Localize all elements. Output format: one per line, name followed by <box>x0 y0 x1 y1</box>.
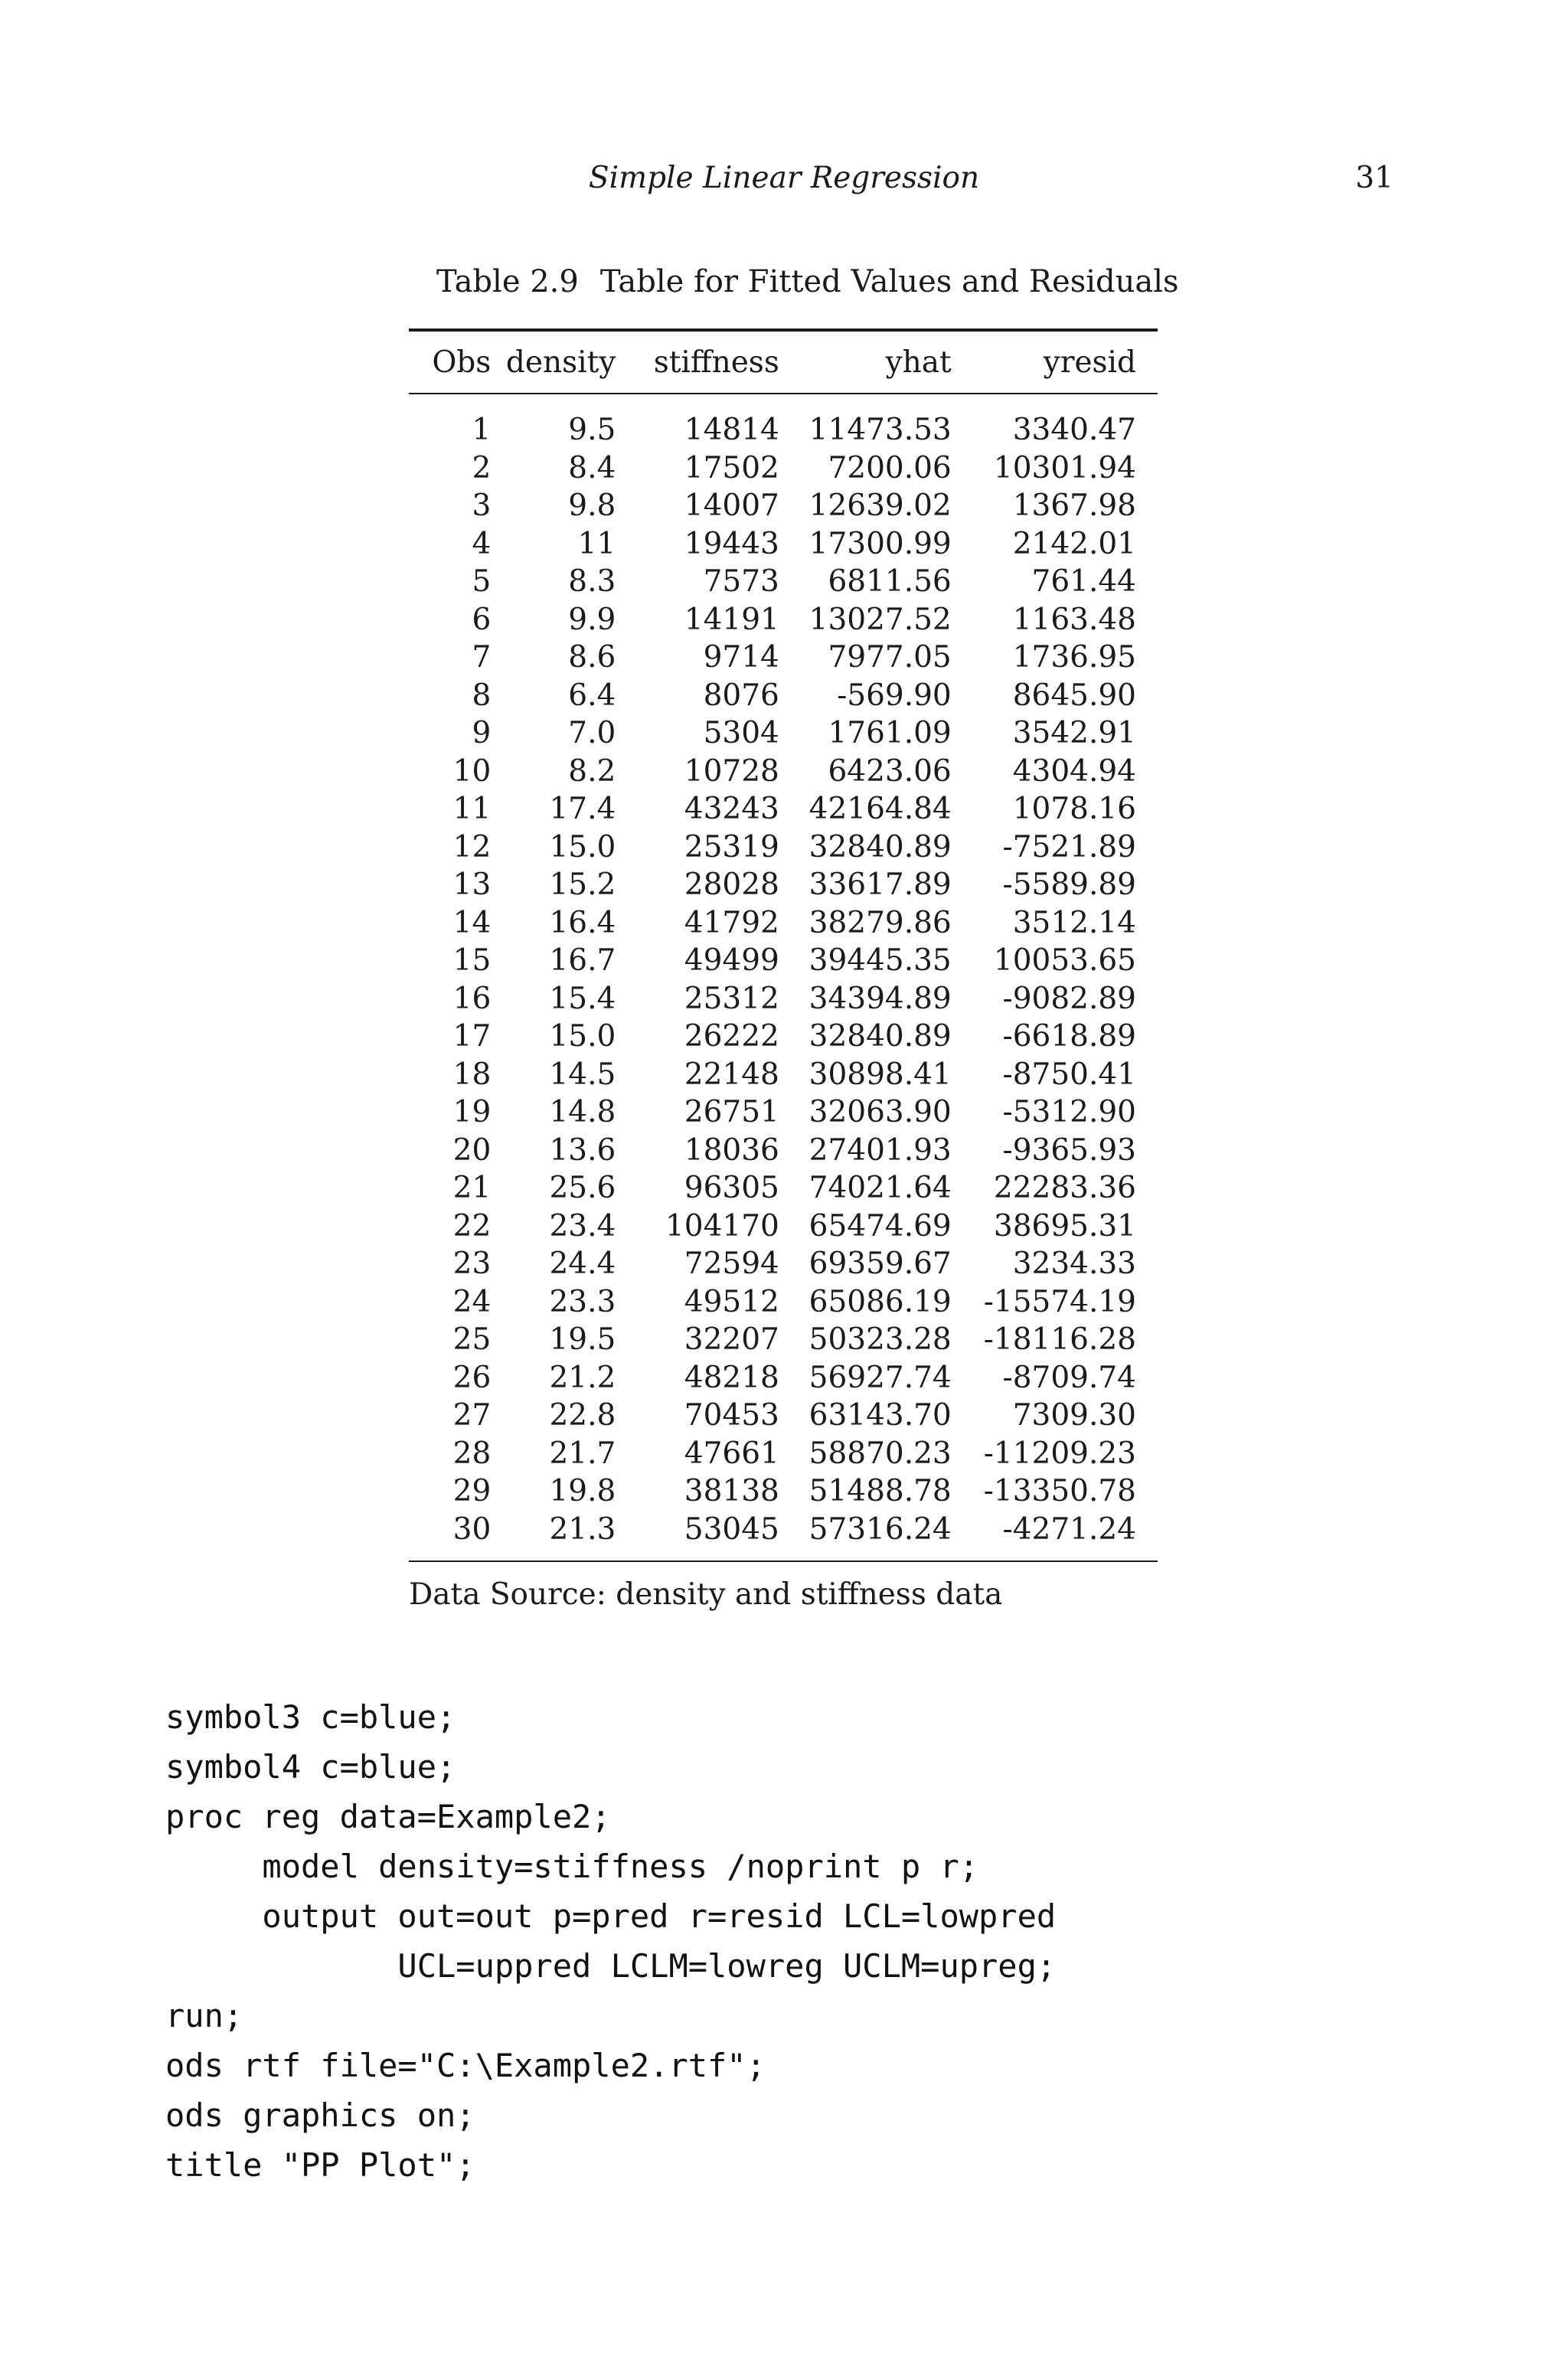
column-header-yhat: yhat <box>779 330 952 394</box>
table-row <box>409 1359 1158 1397</box>
cell-obs: 3 <box>472 489 492 523</box>
table-body <box>409 394 1158 1561</box>
cell-obs: 17 <box>452 1019 492 1054</box>
code-line: symbol4 c=blue; <box>165 1748 456 1786</box>
cell-yhat: 1761.09 <box>828 716 952 750</box>
cell-yresid: 761.44 <box>1031 564 1136 599</box>
cell-yresid: -7521.89 <box>1002 829 1136 864</box>
cell-yresid: -18116.28 <box>983 1322 1136 1357</box>
code-line: title "PP Plot"; <box>165 2146 475 2184</box>
cell-obs: 8 <box>472 678 492 713</box>
cell-obs: 18 <box>452 1057 492 1092</box>
cell-obs: 7 <box>472 640 492 675</box>
cell-stiffness: 43243 <box>684 792 779 826</box>
cell-obs: 16 <box>452 981 492 1016</box>
table-row <box>409 1169 1158 1208</box>
table-row <box>409 1093 1158 1132</box>
cell-yhat: 58870.23 <box>808 1436 952 1471</box>
table-row <box>409 1511 1158 1562</box>
cell-yresid: -9365.93 <box>1002 1132 1136 1168</box>
code-line: ods rtf file="C:\Example2.rtf"; <box>165 2047 766 2084</box>
cell-stiffness: 14007 <box>684 489 779 523</box>
code-line: ods graphics on; <box>165 2096 475 2134</box>
cell-yresid: -13350.78 <box>983 1474 1136 1508</box>
cell-yhat: 65086.19 <box>808 1284 952 1319</box>
table-row <box>409 639 1158 677</box>
cell-obs: 20 <box>452 1132 492 1168</box>
cell-yresid: 1736.95 <box>1012 640 1136 675</box>
cell-stiffness: 7573 <box>703 564 779 599</box>
table-row <box>409 1018 1158 1056</box>
running-head <box>0 159 1568 198</box>
table-row <box>409 525 1158 564</box>
table-row <box>409 1132 1158 1170</box>
cell-stiffness: 25312 <box>684 981 779 1016</box>
table-header <box>409 330 1158 394</box>
cell-density: 21.3 <box>491 1511 616 1562</box>
table-row <box>409 753 1158 791</box>
cell-obs: 15 <box>452 943 492 978</box>
cell-yresid: 1367.98 <box>1012 489 1136 523</box>
page-number: 31 <box>1355 161 1393 195</box>
cell-density: 7.0 <box>568 716 616 750</box>
cell-yresid: -5312.90 <box>1002 1095 1136 1129</box>
cell-yresid: 4304.94 <box>1012 753 1136 789</box>
cell-obs: 11 <box>452 792 492 826</box>
table-header-row <box>409 330 1158 394</box>
cell-density: 25.6 <box>549 1171 616 1205</box>
cell-density: 23.4 <box>549 1208 616 1243</box>
cell-stiffness: 48218 <box>684 1360 779 1395</box>
cell-obs: 10 <box>452 753 492 789</box>
table-row <box>409 1472 1158 1511</box>
cell-yresid: 1163.48 <box>1012 602 1136 637</box>
cell-stiffness: 47661 <box>684 1436 779 1471</box>
cell-yhat: 39445.35 <box>808 943 952 978</box>
cell-obs: 23 <box>452 1247 492 1281</box>
cell-obs: 19 <box>452 1095 492 1129</box>
cell-density: 19.5 <box>549 1322 616 1357</box>
cell-stiffness: 49499 <box>684 943 779 978</box>
cell-obs: 5 <box>472 564 492 599</box>
cell-yresid: 22283.36 <box>993 1171 1136 1205</box>
table-row <box>409 449 1158 488</box>
cell-stiffness: 53045 <box>616 1511 779 1562</box>
cell-yhat: 33617.89 <box>808 868 952 902</box>
cell-yresid: -5589.89 <box>1002 868 1136 902</box>
cell-stiffness: 25319 <box>684 829 779 864</box>
cell-yhat: 7200.06 <box>828 450 952 485</box>
table-row <box>409 1321 1158 1359</box>
cell-yhat: 32840.89 <box>808 829 952 864</box>
cell-yhat: 57316.24 <box>779 1511 952 1562</box>
table-caption <box>436 263 1179 301</box>
cell-stiffness: 72594 <box>684 1247 779 1281</box>
cell-density: 19.8 <box>549 1474 616 1508</box>
cell-yhat: 6423.06 <box>828 753 952 789</box>
table-row <box>409 394 1158 449</box>
cell-yhat: 42164.84 <box>808 792 952 826</box>
column-header-yresid: yresid <box>952 330 1158 394</box>
cell-yhat: 30898.41 <box>808 1057 952 1092</box>
cell-yresid: 7309.30 <box>1012 1398 1136 1433</box>
cell-density: 14.8 <box>549 1095 616 1129</box>
table-row <box>409 980 1158 1018</box>
cell-yhat: 27401.93 <box>808 1132 952 1168</box>
cell-density: 21.7 <box>549 1436 616 1471</box>
table-row <box>409 942 1158 980</box>
table-row <box>409 1245 1158 1283</box>
cell-yhat: 32063.90 <box>808 1095 952 1129</box>
cell-density: 13.6 <box>549 1132 616 1168</box>
cell-obs: 1 <box>472 413 492 447</box>
table-row <box>409 1283 1158 1322</box>
table-row <box>409 866 1158 904</box>
table-row <box>409 1397 1158 1435</box>
cell-yresid: -8750.41 <box>1002 1057 1136 1092</box>
cell-density: 15.0 <box>549 1019 616 1054</box>
cell-obs: 30 <box>409 1511 491 1562</box>
cell-obs: 24 <box>452 1284 492 1319</box>
cell-density: 9.9 <box>568 602 616 637</box>
cell-stiffness: 32207 <box>684 1322 779 1357</box>
cell-stiffness: 104170 <box>665 1208 779 1243</box>
cell-stiffness: 18036 <box>684 1132 779 1168</box>
table-row <box>409 487 1158 525</box>
cell-yhat: 34394.89 <box>808 981 952 1016</box>
cell-obs: 25 <box>452 1322 492 1357</box>
cell-stiffness: 17502 <box>684 450 779 485</box>
cell-stiffness: 28028 <box>684 868 779 902</box>
cell-density: 8.6 <box>568 640 616 675</box>
cell-stiffness: 14814 <box>684 413 779 447</box>
cell-yresid: 10053.65 <box>993 943 1136 978</box>
cell-obs: 6 <box>472 602 492 637</box>
code-line: run; <box>165 1997 243 2034</box>
sas-code-block <box>165 1692 1056 2190</box>
cell-stiffness: 38138 <box>684 1474 779 1508</box>
table-data-source: Data Source: density and stiffness data <box>409 1577 1003 1612</box>
cell-obs: 13 <box>452 868 492 902</box>
table-row <box>409 1056 1158 1094</box>
cell-yresid: 3512.14 <box>1012 905 1136 940</box>
table-row <box>409 601 1158 639</box>
cell-density: 14.5 <box>549 1057 616 1092</box>
cell-yhat: 56927.74 <box>808 1360 952 1395</box>
cell-yhat: 13027.52 <box>808 602 952 637</box>
cell-yresid: -8709.74 <box>1002 1360 1136 1395</box>
cell-yhat: -569.90 <box>837 678 952 713</box>
cell-yresid: -4271.24 <box>952 1511 1158 1562</box>
cell-stiffness: 5304 <box>703 716 779 750</box>
column-header-density: density <box>491 330 616 394</box>
cell-yhat: 50323.28 <box>808 1322 952 1357</box>
code-line: proc reg data=Example2; <box>165 1798 611 1835</box>
cell-density: 15.2 <box>549 868 616 902</box>
cell-obs: 27 <box>452 1398 492 1433</box>
cell-yresid: 38695.31 <box>993 1208 1136 1243</box>
cell-density: 21.2 <box>549 1360 616 1395</box>
code-line: symbol3 c=blue; <box>165 1698 456 1736</box>
cell-yresid: -9082.89 <box>1002 981 1136 1016</box>
cell-yhat: 12639.02 <box>808 489 952 523</box>
table-row <box>409 1208 1158 1246</box>
cell-yresid: 1078.16 <box>1012 792 1136 826</box>
cell-stiffness: 26222 <box>684 1019 779 1054</box>
cell-yresid: -11209.23 <box>983 1436 1136 1471</box>
cell-yresid: 10301.94 <box>993 450 1136 485</box>
cell-yresid: -15574.19 <box>983 1284 1136 1319</box>
table-row <box>409 714 1158 753</box>
table-row <box>409 790 1158 828</box>
cell-density: 15.0 <box>549 829 616 864</box>
cell-yhat: 69359.67 <box>808 1247 952 1281</box>
column-header-obs: Obs <box>409 330 491 394</box>
table-row <box>409 563 1158 601</box>
cell-yresid: 3340.47 <box>1012 413 1136 447</box>
cell-stiffness: 41792 <box>684 905 779 940</box>
cell-density: 8.2 <box>568 753 616 789</box>
cell-density: 9.8 <box>568 489 616 523</box>
cell-yhat: 6811.56 <box>828 564 952 599</box>
cell-yhat: 32840.89 <box>808 1019 952 1054</box>
cell-yhat: 63143.70 <box>808 1398 952 1433</box>
cell-yresid: 2142.01 <box>1012 526 1136 561</box>
table-row <box>409 828 1158 867</box>
table-container <box>409 328 1158 1562</box>
cell-density: 11 <box>577 526 616 561</box>
column-header-stiffness: stiffness <box>616 330 779 394</box>
table-row <box>409 904 1158 943</box>
cell-obs: 21 <box>452 1171 492 1205</box>
cell-density: 16.4 <box>549 905 616 940</box>
cell-stiffness: 10728 <box>684 753 779 789</box>
table-caption-number: Table 2.9 <box>436 264 579 299</box>
cell-yhat: 74021.64 <box>808 1171 952 1205</box>
cell-density: 24.4 <box>549 1247 616 1281</box>
cell-density: 23.3 <box>549 1284 616 1319</box>
cell-yhat: 65474.69 <box>808 1208 952 1243</box>
cell-yresid: 3542.91 <box>1012 716 1136 750</box>
cell-yhat: 51488.78 <box>808 1474 952 1508</box>
code-line: model density=stiffness /noprint p r; <box>165 1848 979 1885</box>
cell-obs: 28 <box>452 1436 492 1471</box>
cell-density: 8.3 <box>568 564 616 599</box>
cell-obs: 9 <box>472 716 492 750</box>
table-caption-text: Table for Fitted Values and Residuals <box>599 264 1179 299</box>
table-row <box>409 677 1158 715</box>
cell-obs: 26 <box>452 1360 492 1395</box>
cell-stiffness: 19443 <box>684 526 779 561</box>
cell-density: 17.4 <box>549 792 616 826</box>
cell-obs: 4 <box>472 526 492 561</box>
code-line: output out=out p=pred r=resid LCL=lowpred <box>165 1897 1057 1935</box>
cell-stiffness: 9714 <box>703 640 779 675</box>
code-line: UCL=uppred LCLM=lowreg UCLM=upreg; <box>165 1947 1057 1985</box>
cell-obs: 2 <box>472 450 492 485</box>
cell-density: 9.5 <box>568 413 616 447</box>
cell-stiffness: 70453 <box>684 1398 779 1433</box>
cell-stiffness: 49512 <box>684 1284 779 1319</box>
cell-density: 15.4 <box>549 981 616 1016</box>
cell-yresid: 3234.33 <box>1012 1247 1136 1281</box>
cell-obs: 12 <box>452 829 492 864</box>
running-title: Simple Linear Regression <box>588 161 980 195</box>
cell-density: 22.8 <box>549 1398 616 1433</box>
cell-stiffness: 26751 <box>684 1095 779 1129</box>
cell-yhat: 7977.05 <box>828 640 952 675</box>
cell-obs: 14 <box>452 905 492 940</box>
cell-density: 6.4 <box>568 678 616 713</box>
cell-obs: 22 <box>452 1208 492 1243</box>
fitted-values-table <box>409 328 1158 1562</box>
cell-yhat: 38279.86 <box>808 905 952 940</box>
cell-stiffness: 14191 <box>684 602 779 637</box>
table-row <box>409 1435 1158 1473</box>
cell-yhat: 17300.99 <box>808 526 952 561</box>
cell-stiffness: 96305 <box>684 1171 779 1205</box>
cell-yresid: 8645.90 <box>1012 678 1136 713</box>
cell-stiffness: 22148 <box>684 1057 779 1092</box>
cell-yhat: 11473.53 <box>808 413 952 447</box>
cell-yresid: -6618.89 <box>1002 1019 1136 1054</box>
cell-density: 16.7 <box>549 943 616 978</box>
cell-obs: 29 <box>452 1474 492 1508</box>
cell-stiffness: 8076 <box>703 678 779 713</box>
cell-density: 8.4 <box>568 450 616 485</box>
